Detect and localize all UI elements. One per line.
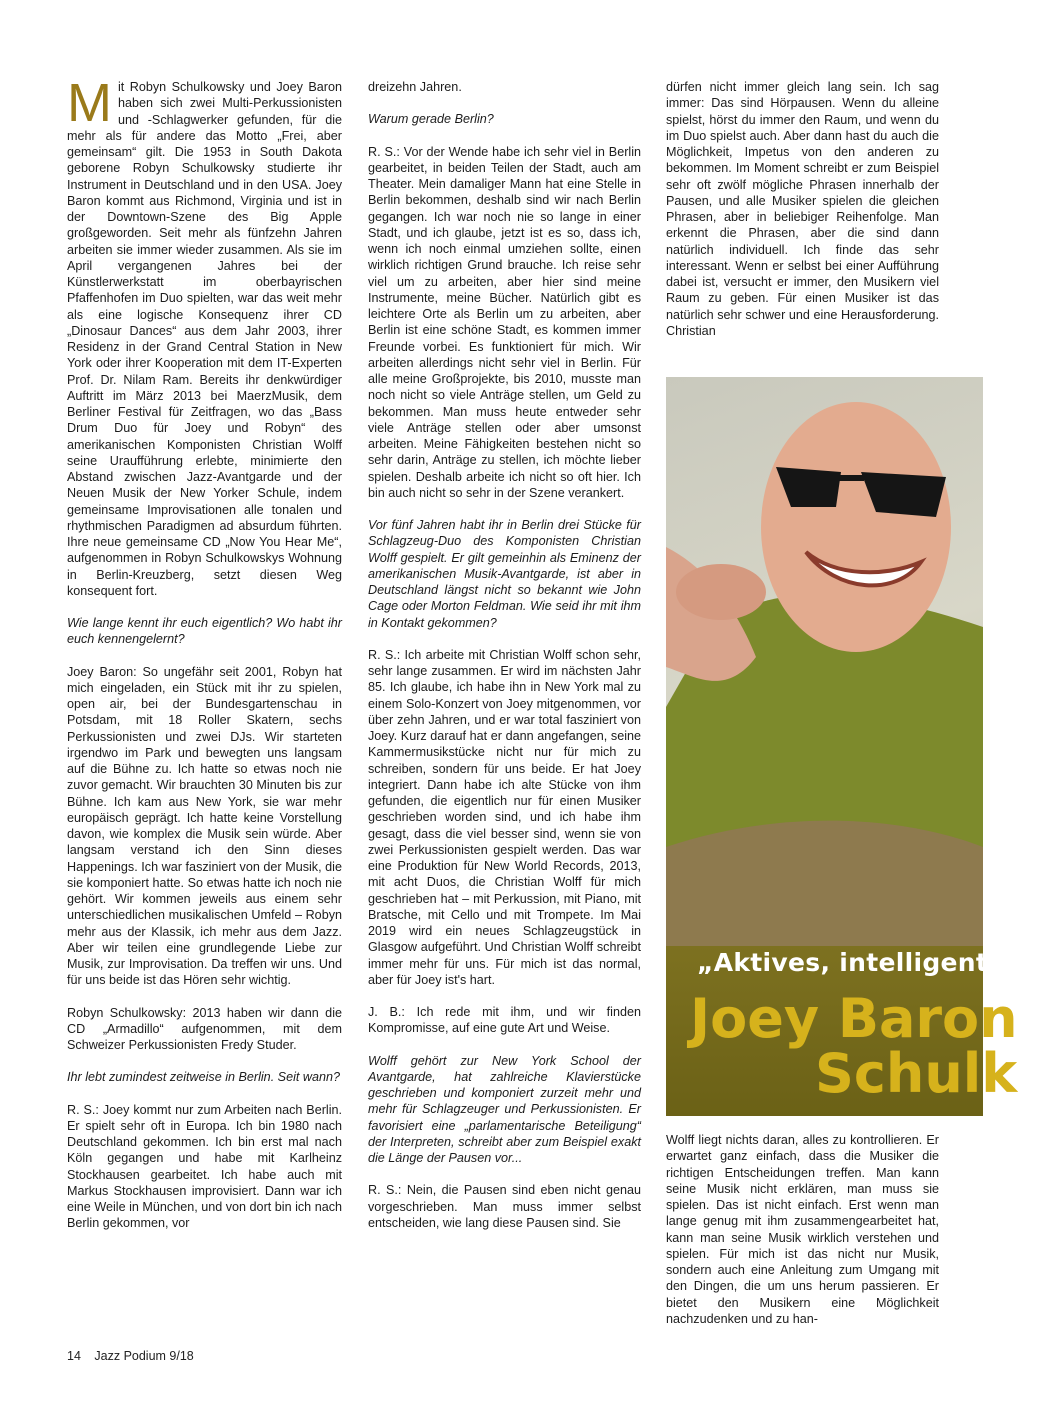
- interview-question: Warum gerade Berlin?: [368, 112, 494, 127]
- interview-answer: J. B.: Ich rede mit ihm, und wir finden Kompromisse, auf eine gute Art und Weise.: [368, 1005, 641, 1036]
- sunglasses-bridge: [838, 475, 864, 481]
- interview-answer: Wolff liegt nichts daran, alles zu kontrollieren. Er erwartet ganz einfach, dass die Musiker die richtigen Entscheidungen treffen. Man kann seine Musik nicht erklären, man muss sie spielen. Das ist nicht einfach. Erst wenn man lange genug mit ihm zusammengearbeitet hat, kann man seine Musik wirklich verstehen und spielen. Für mich ist das nicht nur Musik, sondern auch eine Anleitung zum Umgang mit den Dingen, die um uns herum passieren. Er bietet den Musikern eine Möglichkeit nachzudenken und zu han-: [666, 1133, 939, 1326]
- interview-answer: Joey Baron: So ungefähr seit 2001, Robyn hat mich eingeladen, ein Stück mit ihr zu spielen, open air, bei der Bundesgartenschau in Potsdam, mit 18 Roller Skatern, sechs Perkussionisten und zwei DJs. Wir starteten irgendwo im Park und bewegten uns langsam auf die Bühne zu. Ich hatte so etwas noch nie zuvor gemacht. Wir brauchten 30 Minuten bis zur Bühne. Ich kam aus New York, sie war mehr europäisch geprägt. Ich hatte keine Vorstellung davon, wie komplex die Musik sein würde. Aber langsam verstand ich den Sinn dieses Happenings. Ich war fasziniert von der Musik, die sie komponiert hatte. So etwas hatte ich noch nie gehört. Wir kommen jeweils aus einem sehr unterschiedlichen musikalischen Umfeld – Robyn mehr aus der Klassik, ich mehr aus dem Jazz. Aber wir teilen eine grundlegende Liebe zur Musik, zur Improvisation. Da treffen wir uns. Und für uns beide ist das Hören sehr wichtig.: [67, 664, 342, 988]
- lead-paragraph: [67, 73, 342, 599]
- headline-line-2: Schulk: [815, 1042, 1018, 1105]
- article-column-1: [67, 73, 342, 1345]
- magazine-issue: Jazz Podium 9/18: [94, 1349, 194, 1363]
- head: [761, 402, 951, 652]
- interview-answer: R. S.: Nein, die Pausen sind eben nicht genau vorgeschrieben. Man muss immer selbst entscheiden, wie lang diese Pausen sind. Sie: [368, 1183, 641, 1230]
- article-column-2: [368, 79, 641, 1345]
- interview-answer: R. S.: Vor der Wende habe ich sehr viel in Berlin gearbeitet, in beiden Teilen der Stadt, auch am Theater. Mein damaliger Mann hat eine Stelle in Berlin bekommen, deshalb sind wir nach Berlin gegangen. Ich war noch nie so lange in einer Stadt, und ich glaube, jetzt ist es so, dass ich, wenn ich noch einmal umziehen sollte, einen wirklich richtigen Grund brauche. Ich reise sehr viel um zu arbeiten, aber hier sind meine Instrumente, meine Bücher. Natürlich gibt es leichtere Orte als Berlin um zu arbeiten, aber Berlin ist eine schöne Stadt, es kommen immer Freunde vorbei. Es funktioniert für mich. Wir arbeiten allerdings nicht sehr viel in Berlin. Für alle meine Großprojekte, bis 2010, musste man noch nicht so viele Anträge stellen, um Geld zu bekommen. Man muss heute entweder sehr viele Anträge stellen oder aber umsonst arbeiten. Meine Fähigkeiten bestehen nicht so sehr darin, Anträge zu stellen, ich möchte lieber spielen. Deshalb arbeite ich nicht so oft hier. Ich bin auch nicht so sehr in der Szene verankert.: [368, 144, 641, 500]
- interview-answer: R. S.: Joey kommt nur zum Arbeiten nach Berlin. Er spielt sehr oft in Europa. Ich bin 1980 nach Deutschland gekommen. Ich bin erst mal nach Köln gegangen und habe mit Karlheinz Stockhausen gearbeitet. Ich habe auch mit Markus Stockhausen improvisiert. Dann war ich eine Weile in München, und von dort bin ich nach Berlin gekommen, vor: [67, 1102, 342, 1231]
- interview-question: Vor fünf Jahren habt ihr in Berlin drei Stücke für Schlagzeug-Duo des Komponisten Christian Wolff gespielt. Er gilt gemeinhin als Eminenz der amerikanischen Musik-Avantgarde, ist aber in Deutschland längst nicht so bekannt wie John Cage oder Morton Feldman. Wie seid ihr mit ihm in Kontakt gekommen?: [368, 518, 641, 630]
- trousers: [666, 821, 983, 946]
- hand: [676, 564, 766, 620]
- article-column-3-bottom: [666, 1132, 939, 1347]
- page-footer: [67, 1349, 204, 1363]
- interview-answer: R. S.: Ich arbeite mit Christian Wolff schon sehr, sehr lange zusammen. Er wird im nächsten Jahr 85. Ich glaube, ich habe ihn in New York mal zu einem Solo-Konzert von Joey mitgenommen, vor über zehn Jahren, und er war total fasziniert von Joey. Kurz darauf hat er dann angefangen, seine Kammermusikstücke nicht nur für mich zu schreiben, sondern für uns beide. Er hat Joey integriert. Dann habe ich alte Stücke von ihm gefunden, die eigentlich nur für einen Musiker geschrieben worden sind, und ich habe ihm gesagt, dass die viel besser sind, wenn sie von zwei Perkussionisten gespielt werden. Das war eine Produktion für New World Records, 2013, mit acht Duos, die Christian Wolff für mich geschrieben hat – mit Perkussion, mit Piano, mit Bratsche, mit Cello und mit Trompete. Im Mai 2019 wird ein neues Schlagzeugstück in Glasgow aufgeführt. Und Christian Wolff schreibt immer mehr für uns. Für mich ist das normal, aber für Joey ist's hart.: [368, 647, 641, 987]
- interview-answer: Robyn Schulkowsky: 2013 haben wir dann die CD „Armadillo“ aufgenommen, mit dem Schweizer Perkussionisten Fredy Studer.: [67, 1005, 342, 1052]
- article-column-3-top: [666, 79, 939, 361]
- drop-cap: M: [67, 73, 112, 133]
- interview-answer: dürfen nicht immer gleich lang sein. Ich sag immer: Das sind Hörpausen. Wenn du alleine spielst, hörst du immer den Raum, und wenn du im Duo spielst auch. Aber dann hast du auch die Möglichkeit, Impetus von den anderen zu bekommen. Im Moment schreibt er zum Beispiel sehr oft zwölf mögliche Phrasen innerhalb der Pausen, und alle Musiker spielen die gleichen Phrasen, aber in beliebiger Reihenfolge. Man erkennt die Phrasen, aber die sind dann natürlich individuell. Ich finde das sehr interessant. Wenn er selbst bei einer Aufführung dabei ist, versucht er immer, den Musikern viel Raum zu geben. Für einen Musiker ist das natürlich sehr schwer und eine Herausforderung. Christian: [666, 80, 939, 338]
- interview-question: Ihr lebt zumindest zeitweise in Berlin. Seit wann?: [67, 1070, 340, 1085]
- interview-answer: dreizehn Jahren.: [368, 80, 462, 94]
- page-number: 14: [67, 1349, 81, 1363]
- headline-line-1: Joey Baron: [690, 987, 1018, 1050]
- interview-question: Wie lange kennt ihr euch eigentlich? Wo habt ihr euch kennengelernt?: [67, 616, 342, 647]
- lead-text: it Robyn Schulkowsky und Joey Baron haben sich zwei Multi-Perkussionisten und -Schlagwerker gefunden, für die mehr als für andere das Motto „Frei, aber gemeinsam“ gilt. Die 1953 in South Dakota geborene Robyn Schulkowsky studierte ihr Instrument in Deutschland und in den USA. Joey Baron kommt aus Richmond, Virginia und ist in der Downtown-Szene des Big Apple großgeworden. Seit mehr als fünfzehn Jahren arbeiten sie immer wieder zusammen. Als sie im April vergangenen Jahres bei der Künstlerwerkstatt im oberbayrischen Pfaffenhofen im Duo spielten, war das weit mehr als eine logische Konsequenz ihrer CD „Dinosaur Dances“ aus dem Jahr 2003, ihrer Residenz in der Grand Central Station in New York oder ihrer Kooperation mit dem IT-Experten Prof. Dr. Nilam Ram. Bereits ihr denkwürdiger Auftritt im März 2013 bei MaerzMusik, dem Berliner Festival für Zeitfragen, wo das „Bass Drum Duo für Joey und Robyn“ des amerikanischen Komponisten Christian Wolff seine Uraufführung erlebte, minimierte den Abstand zwischen Jazz-Avantgarde und der Neuen Musik der New Yorker Schule, indem gemeinsame Improvisationen alle tonalen und rhythmischen Paradigmen ad absurdum führten. Ihre neue gemeinsame CD „Now You Hear Me“, aufgenommen in Robyn Schulkowskys Wohnung in Berlin-Kreuzberg, setzt diesen Weg konsequent fort.: [67, 80, 342, 598]
- interview-question: Wolff gehört zur New York School der Avantgarde, hat zahlreiche Klavierstücke geschrieben und komponiert zurzeit mehr und mehr für Schlagzeuger und Perkussionisten. Er favorisiert eine „parlamentarische Beteiligung“ der Interpreten, schreibt aber zum Beispiel exakt die Länge der Pausen vor...: [368, 1053, 641, 1165]
- headline-kicker: „Aktives, intelligentes H: [697, 948, 1051, 977]
